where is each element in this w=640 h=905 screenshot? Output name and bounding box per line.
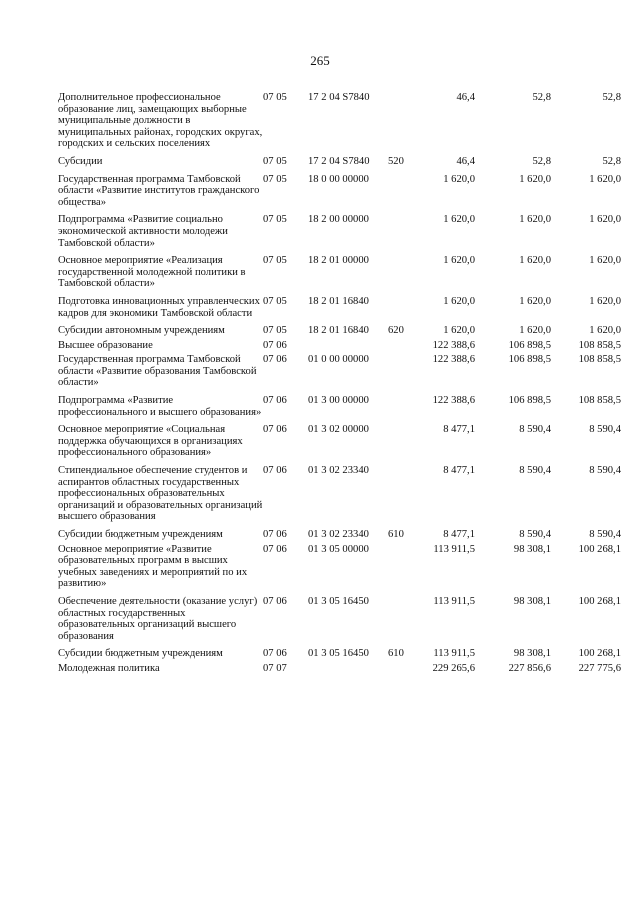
row-section-code: 07 06: [263, 543, 287, 555]
row-amount-year-1: 8 477,1: [443, 465, 475, 477]
row-amount-year-2: 98 308,1: [513, 595, 551, 607]
row-amount-year-1: 46,4: [456, 92, 475, 103]
table-row: [58, 544, 621, 596]
row-amount-year-1: 8 477,1: [443, 529, 475, 540]
row-expense-type: [388, 663, 412, 681]
row-name: Подпрограмма «Развитие социально экономической активности молодежи Тамбовской области»: [58, 214, 228, 249]
row-amount-year-2: 1 620,0: [519, 214, 551, 226]
row-expense-type: [388, 395, 412, 424]
row-section-code: 07 06: [263, 395, 287, 407]
table-row: [58, 296, 621, 325]
row-amount-year-1: 46,4: [456, 155, 475, 167]
row-amount-year-3: 1 620,0: [589, 325, 621, 337]
row-section-code: 07 07: [263, 662, 287, 674]
row-amount-year-2: 1 620,0: [519, 295, 551, 307]
row-name: Государственная программа Тамбовской области «Развитие институтов гражданского общества»: [58, 173, 260, 208]
row-amount-year-3: 100 268,1: [578, 648, 621, 660]
table-row: [58, 395, 621, 424]
row-target-code: 17 2 04 S7840: [308, 92, 370, 103]
row-amount-year-2: 52,8: [532, 92, 551, 103]
row-amount-year-1: 1 620,0: [443, 173, 475, 185]
budget-table: [58, 92, 621, 681]
row-name: Стипендиальное обеспечение студентов и аспирантов областных государственных профессиональных образовательных организаций и образовательных организаций высшего образования: [58, 465, 263, 523]
row-target-code: 01 0 00 00000: [308, 354, 369, 366]
table-row: [58, 174, 621, 215]
row-amount-year-3: 108 858,5: [578, 395, 621, 407]
row-section-code: 07 06: [263, 595, 287, 607]
row-expense-type: [388, 214, 412, 255]
row-amount-year-1: 122 388,6: [432, 354, 475, 366]
row-amount-year-3: 1 620,0: [589, 295, 621, 307]
row-amount-year-2: 52,8: [532, 155, 551, 167]
row-amount-year-2: 1 620,0: [519, 255, 551, 267]
row-section-code: 07 05: [263, 92, 287, 103]
row-name: Субсидии бюджетным учреждениям: [58, 529, 223, 540]
row-target-code: 01 3 02 23340: [308, 529, 369, 540]
table-row: [58, 465, 621, 529]
row-amount-year-3: 1 620,0: [589, 214, 621, 226]
row-amount-year-1: 122 388,6: [432, 395, 475, 407]
row-amount-year-3: 100 268,1: [578, 595, 621, 607]
row-amount-year-3: 52,8: [602, 155, 621, 167]
row-amount-year-2: 98 308,1: [513, 543, 551, 555]
row-section-code: 07 06: [263, 529, 287, 540]
row-amount-year-1: 1 620,0: [443, 325, 475, 337]
row-name: Основное мероприятие «Развитие образовательных программ в высших учебных заведениях и мероприятий по их развитию»: [58, 543, 248, 590]
row-amount-year-1: 8 477,1: [443, 424, 475, 436]
row-expense-type: [388, 596, 412, 648]
row-section-code: 07 06: [263, 339, 287, 351]
row-target-code: 01 3 05 00000: [308, 543, 369, 555]
budget-table-body: [58, 92, 621, 681]
row-target-code: [308, 340, 388, 355]
row-target-code: 17 2 04 S7840: [308, 155, 370, 167]
row-target-code: 18 2 01 00000: [308, 255, 369, 267]
row-amount-year-3: 1 620,0: [589, 255, 621, 267]
row-expense-type: 610: [388, 648, 404, 660]
row-section-code: 07 06: [263, 648, 287, 660]
row-amount-year-2: 1 620,0: [519, 173, 551, 185]
row-amount-year-1: 1 620,0: [443, 255, 475, 267]
row-name: Основное мероприятие «Реализация государственной молодежной политики в Тамбовской области»: [58, 255, 246, 290]
row-target-code: 01 3 02 00000: [308, 424, 369, 436]
row-amount-year-3: 1 620,0: [589, 173, 621, 185]
row-amount-year-3: 108 858,5: [578, 354, 621, 366]
table-row: [58, 648, 621, 663]
row-section-code: 07 05: [263, 325, 287, 337]
row-expense-type: [388, 174, 412, 215]
row-amount-year-3: 8 590,4: [589, 529, 621, 540]
row-section-code: 07 05: [263, 173, 287, 185]
row-amount-year-2: 8 590,4: [519, 529, 551, 540]
row-name: Государственная программа Тамбовской области «Развитие образования Тамбовской области»: [58, 354, 257, 389]
row-expense-type: 610: [388, 529, 404, 540]
row-amount-year-3: 100 268,1: [578, 543, 621, 555]
row-target-code: 01 3 02 23340: [308, 465, 369, 477]
row-section-code: 07 05: [263, 295, 287, 307]
row-amount-year-2: 106 898,5: [508, 395, 551, 407]
row-expense-type: [388, 424, 412, 465]
row-amount-year-1: 1 620,0: [443, 214, 475, 226]
table-row: [58, 663, 621, 681]
row-target-code: 18 2 01 16840: [308, 295, 369, 307]
row-name: Высшее образование: [58, 339, 153, 351]
table-row: [58, 255, 621, 296]
row-name: Молодежная политика: [58, 662, 160, 674]
row-expense-type: 520: [388, 155, 404, 167]
row-amount-year-2: 106 898,5: [508, 339, 551, 351]
row-amount-year-1: 122 388,6: [432, 339, 475, 351]
row-amount-year-1: 1 620,0: [443, 295, 475, 307]
table-row: [58, 156, 621, 174]
row-amount-year-1: 113 911,5: [433, 648, 475, 660]
row-amount-year-3: 52,8: [602, 92, 621, 103]
row-amount-year-2: 227 856,6: [508, 662, 551, 674]
row-target-code: 18 0 00 00000: [308, 173, 369, 185]
row-amount-year-3: 108 858,5: [578, 339, 621, 351]
table-row: [58, 92, 621, 156]
table-row: [58, 529, 621, 544]
row-amount-year-2: 106 898,5: [508, 354, 551, 366]
row-amount-year-2: 8 590,4: [519, 465, 551, 477]
row-name: Подготовка инновационных управленческих кадров для экономики Тамбовской области: [58, 295, 260, 319]
row-amount-year-2: 98 308,1: [513, 648, 551, 660]
row-name: Основное мероприятие «Социальная поддержка обучающихся в организациях профессионального образования»: [58, 424, 243, 459]
row-target-code: 18 2 01 16840: [308, 325, 369, 337]
row-target-code: 18 2 00 00000: [308, 214, 369, 226]
row-name: Субсидии: [58, 155, 103, 167]
row-amount-year-1: 229 265,6: [432, 662, 475, 674]
row-section-code: 07 05: [263, 155, 287, 167]
table-row: [58, 354, 621, 395]
row-amount-year-2: 8 590,4: [519, 424, 551, 436]
row-amount-year-1: 113 911,5: [433, 595, 475, 607]
row-expense-type: [388, 465, 412, 529]
table-row: [58, 214, 621, 255]
row-name: Обеспечение деятельности (оказание услуг) областных государственных образовательных организаций высшего образования: [58, 595, 258, 642]
row-amount-year-3: 8 590,4: [589, 465, 621, 477]
row-target-code: 01 3 05 16450: [308, 648, 369, 660]
row-name: Подпрограмма «Развитие профессионального и высшего образования»: [58, 395, 262, 418]
row-expense-type: [388, 340, 412, 355]
row-section-code: 07 05: [263, 255, 287, 267]
row-name: Субсидии автономным учреждениям: [58, 325, 225, 337]
row-amount-year-3: 8 590,4: [589, 424, 621, 436]
row-name: Дополнительное профессиональное образование лиц, замещающих выборные муниципальные должности в муниципальных районах, городских округах, городских и сельских поселениях: [58, 92, 263, 150]
table-row: [58, 596, 621, 648]
row-expense-type: 620: [388, 325, 404, 337]
row-expense-type: [388, 92, 412, 156]
row-expense-type: [388, 354, 412, 395]
row-amount-year-1: 113 911,5: [433, 543, 475, 555]
table-row: [58, 340, 621, 355]
row-amount-year-2: 1 620,0: [519, 325, 551, 337]
row-section-code: 07 06: [263, 424, 287, 436]
row-target-code: 01 3 05 16450: [308, 595, 369, 607]
row-target-code: [308, 663, 388, 681]
row-target-code: 01 3 00 00000: [308, 395, 369, 407]
page-number: 265: [310, 53, 330, 68]
row-section-code: 07 06: [263, 354, 287, 366]
row-section-code: 07 06: [263, 465, 287, 477]
row-name: Субсидии бюджетным учреждениям: [58, 648, 223, 660]
row-expense-type: [388, 255, 412, 296]
row-section-code: 07 05: [263, 214, 287, 226]
row-amount-year-3: 227 775,6: [578, 662, 621, 674]
row-expense-type: [388, 544, 412, 596]
row-expense-type: [388, 296, 412, 325]
table-row: [58, 325, 621, 340]
table-row: [58, 424, 621, 465]
